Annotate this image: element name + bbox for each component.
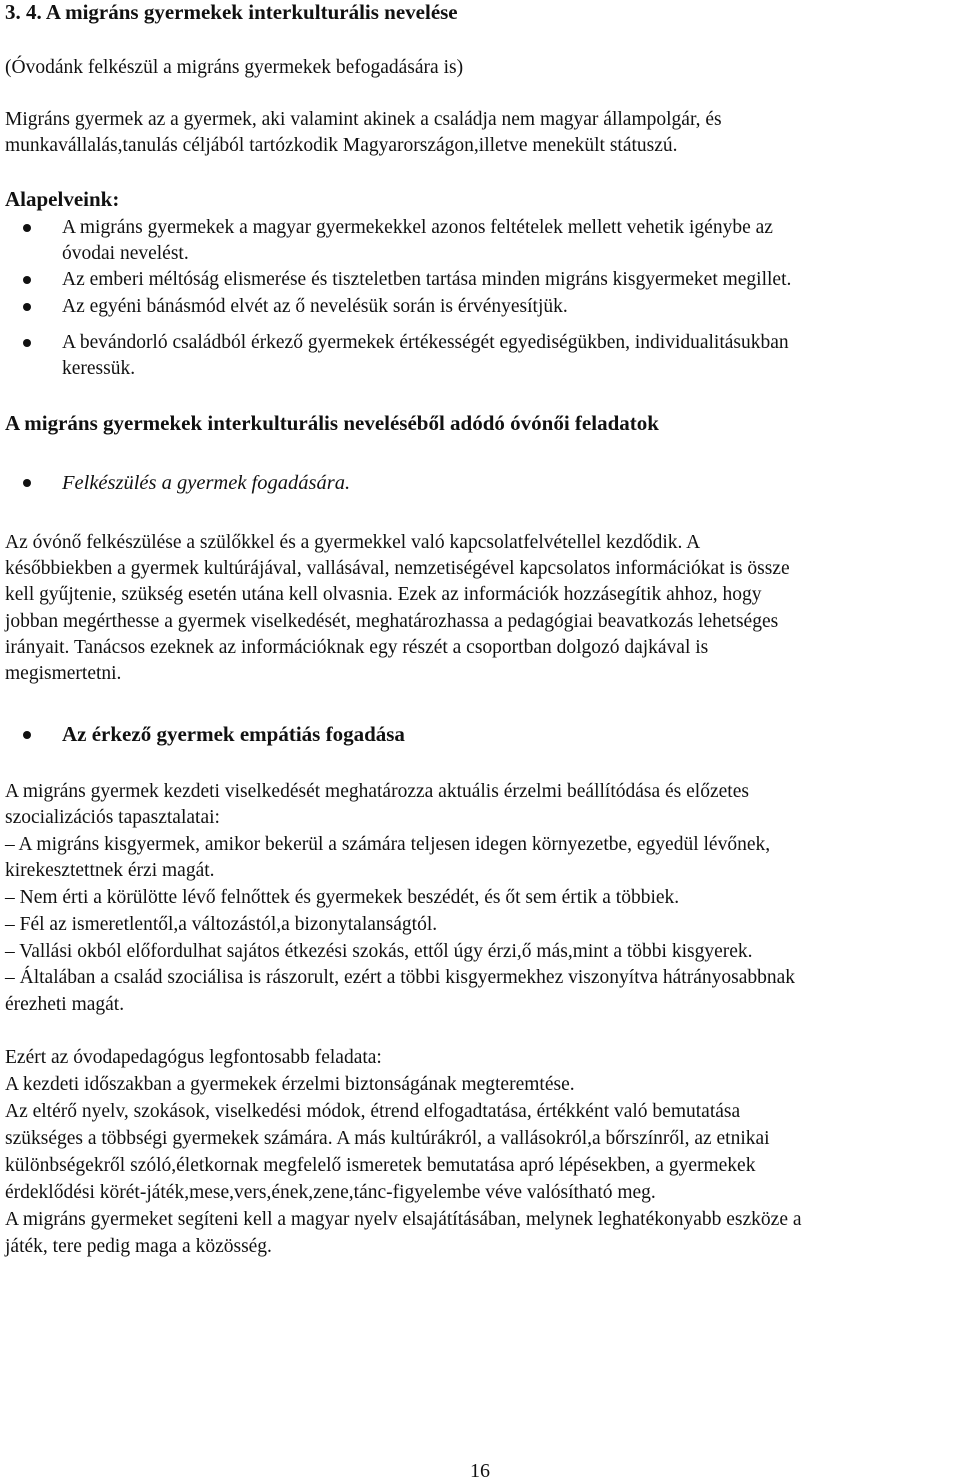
paragraph-line: kell gyűjtenie, szükség esetén utána kell olvasnia. Ezek az információk hozzásegítik ahhoz, hogy [5,584,762,605]
bullet-icon [23,224,31,232]
list-item: Az emberi méltóság elismerése és tiszteletben tartása minden migráns kisgyermeket megillet. [62,269,792,290]
paragraph-line: munkavállalás,tanulás céljából tartózkodik Magyarországon,illetve menekült státuszú. [5,135,678,156]
bullet-icon [23,479,31,487]
paragraph-line: szükséges a többségi gyermekek számára. A más kultúrákról, a vallásokról,a bőrszínről, az etnikai [5,1128,770,1149]
dash-line: – A migráns kisgyermek, amikor bekerül a számára teljesen idegen környezetbe, egyedül lévőnek, [5,834,771,855]
paragraph-line: szocializációs tapasztalatai: [5,807,220,828]
paragraph-line: A migráns gyermeket segíteni kell a magyar nyelv elsajátításában, melynek leghatékonyabb eszköze a [5,1209,802,1230]
paragraph-line: Az eltérő nyelv, szokások, viselkedési módok, étrend elfogadtatása, értékként való bemutatása [5,1101,741,1122]
dash-line: kirekesztettnek érzi magát. [5,860,215,881]
paragraph-line: különbségekről szóló,életkornak megfelelő ismeretek bemutatása apró lépésekben, a gyermekek [5,1155,756,1176]
list-item: A bevándorló családból érkező gyermekek értékességét egyediségükben, individualitásukban [62,332,789,353]
prep-bullet: Felkészülés a gyermek fogadására. [62,472,351,494]
paragraph-line: megismertetni. [5,663,122,684]
paragraph-line: Migráns gyermek az a gyermek, aki valamint akinek a családja nem magyar állampolgár, és [5,109,722,130]
bullet-icon [23,339,31,347]
paragraph-line: Az óvónő felkészülése a szülőkkel és a gyermekkel való kapcsolatfelvétellel kezdődik. A [5,532,701,553]
paragraph-line: A migráns gyermek kezdeti viselkedését meghatározza aktuális érzelmi beállítódása és előzetes [5,781,749,802]
bullet-icon [23,303,31,311]
list-item-continuation: óvodai nevelést. [62,243,189,264]
paragraph-line: későbbiekben a gyermek kultúrájával, vallásával, nemzetiségével kapcsolatos információkat is össze [5,558,790,579]
tasks-heading: A migráns gyermekek interkulturális neveléséből adódó óvónői feladatok [5,411,659,435]
page-number: 16 [470,1460,490,1482]
paragraph-line: jobban megérthesse a gyermek viselkedését, meghatározhassa a pedagógiai beavatkozás lehetséges [5,611,779,632]
bullet-icon [23,276,31,284]
dash-line: – Fél az ismeretlentől,a változástól,a bizonytalanságtól. [5,914,438,935]
paragraph-line: Ezért az óvodapedagógus legfontosabb feladata: [5,1047,382,1068]
paragraph-line: irányait. Tanácsos ezeknek az információknak egy részét a csoportban dolgozó dajkával is [5,637,709,658]
bullet-icon [23,731,31,739]
list-item: Az egyéni bánásmód elvét az ő nevelésük során is érvényesítjük. [62,296,568,317]
principles-heading: Alapelveink: [5,187,120,211]
section-title: 3. 4. A migráns gyermekek interkulturális nevelése [5,0,458,24]
welcome-bullet: Az érkező gyermek empátiás fogadása [62,722,405,746]
paragraph-line: A kezdeti időszakban a gyermekek érzelmi biztonságának megteremtése. [5,1074,575,1095]
dash-line: – Nem érti a körülötte lévő felnőttek és gyermekek beszédét, és őt sem értik a többiek. [5,887,680,908]
paragraph-line: játék, tere pedig maga a közösség. [5,1236,272,1257]
dash-line: – Vallási okból előfordulhat sajátos étkezési szokás, ettől úgy érzi,ő más,mint a többi kisgyerek. [5,941,753,962]
dash-line: érezheti magát. [5,994,125,1015]
list-item: A migráns gyermekek a magyar gyermekekkel azonos feltételek mellett vehetik igénybe az [62,217,773,238]
dash-line: – Általában a család szociálisa is rászorult, ezért a többi kisgyermekhez viszonyítva hátrányosabbnak [5,967,796,988]
paragraph-line: érdeklődési körét-játék,mese,vers,ének,zene,tánc-figyelembe véve valósítható meg. [5,1182,656,1203]
list-item-continuation: keressük. [62,358,136,379]
subtitle: (Óvodánk felkészül a migráns gyermekek befogadására is) [5,57,464,78]
